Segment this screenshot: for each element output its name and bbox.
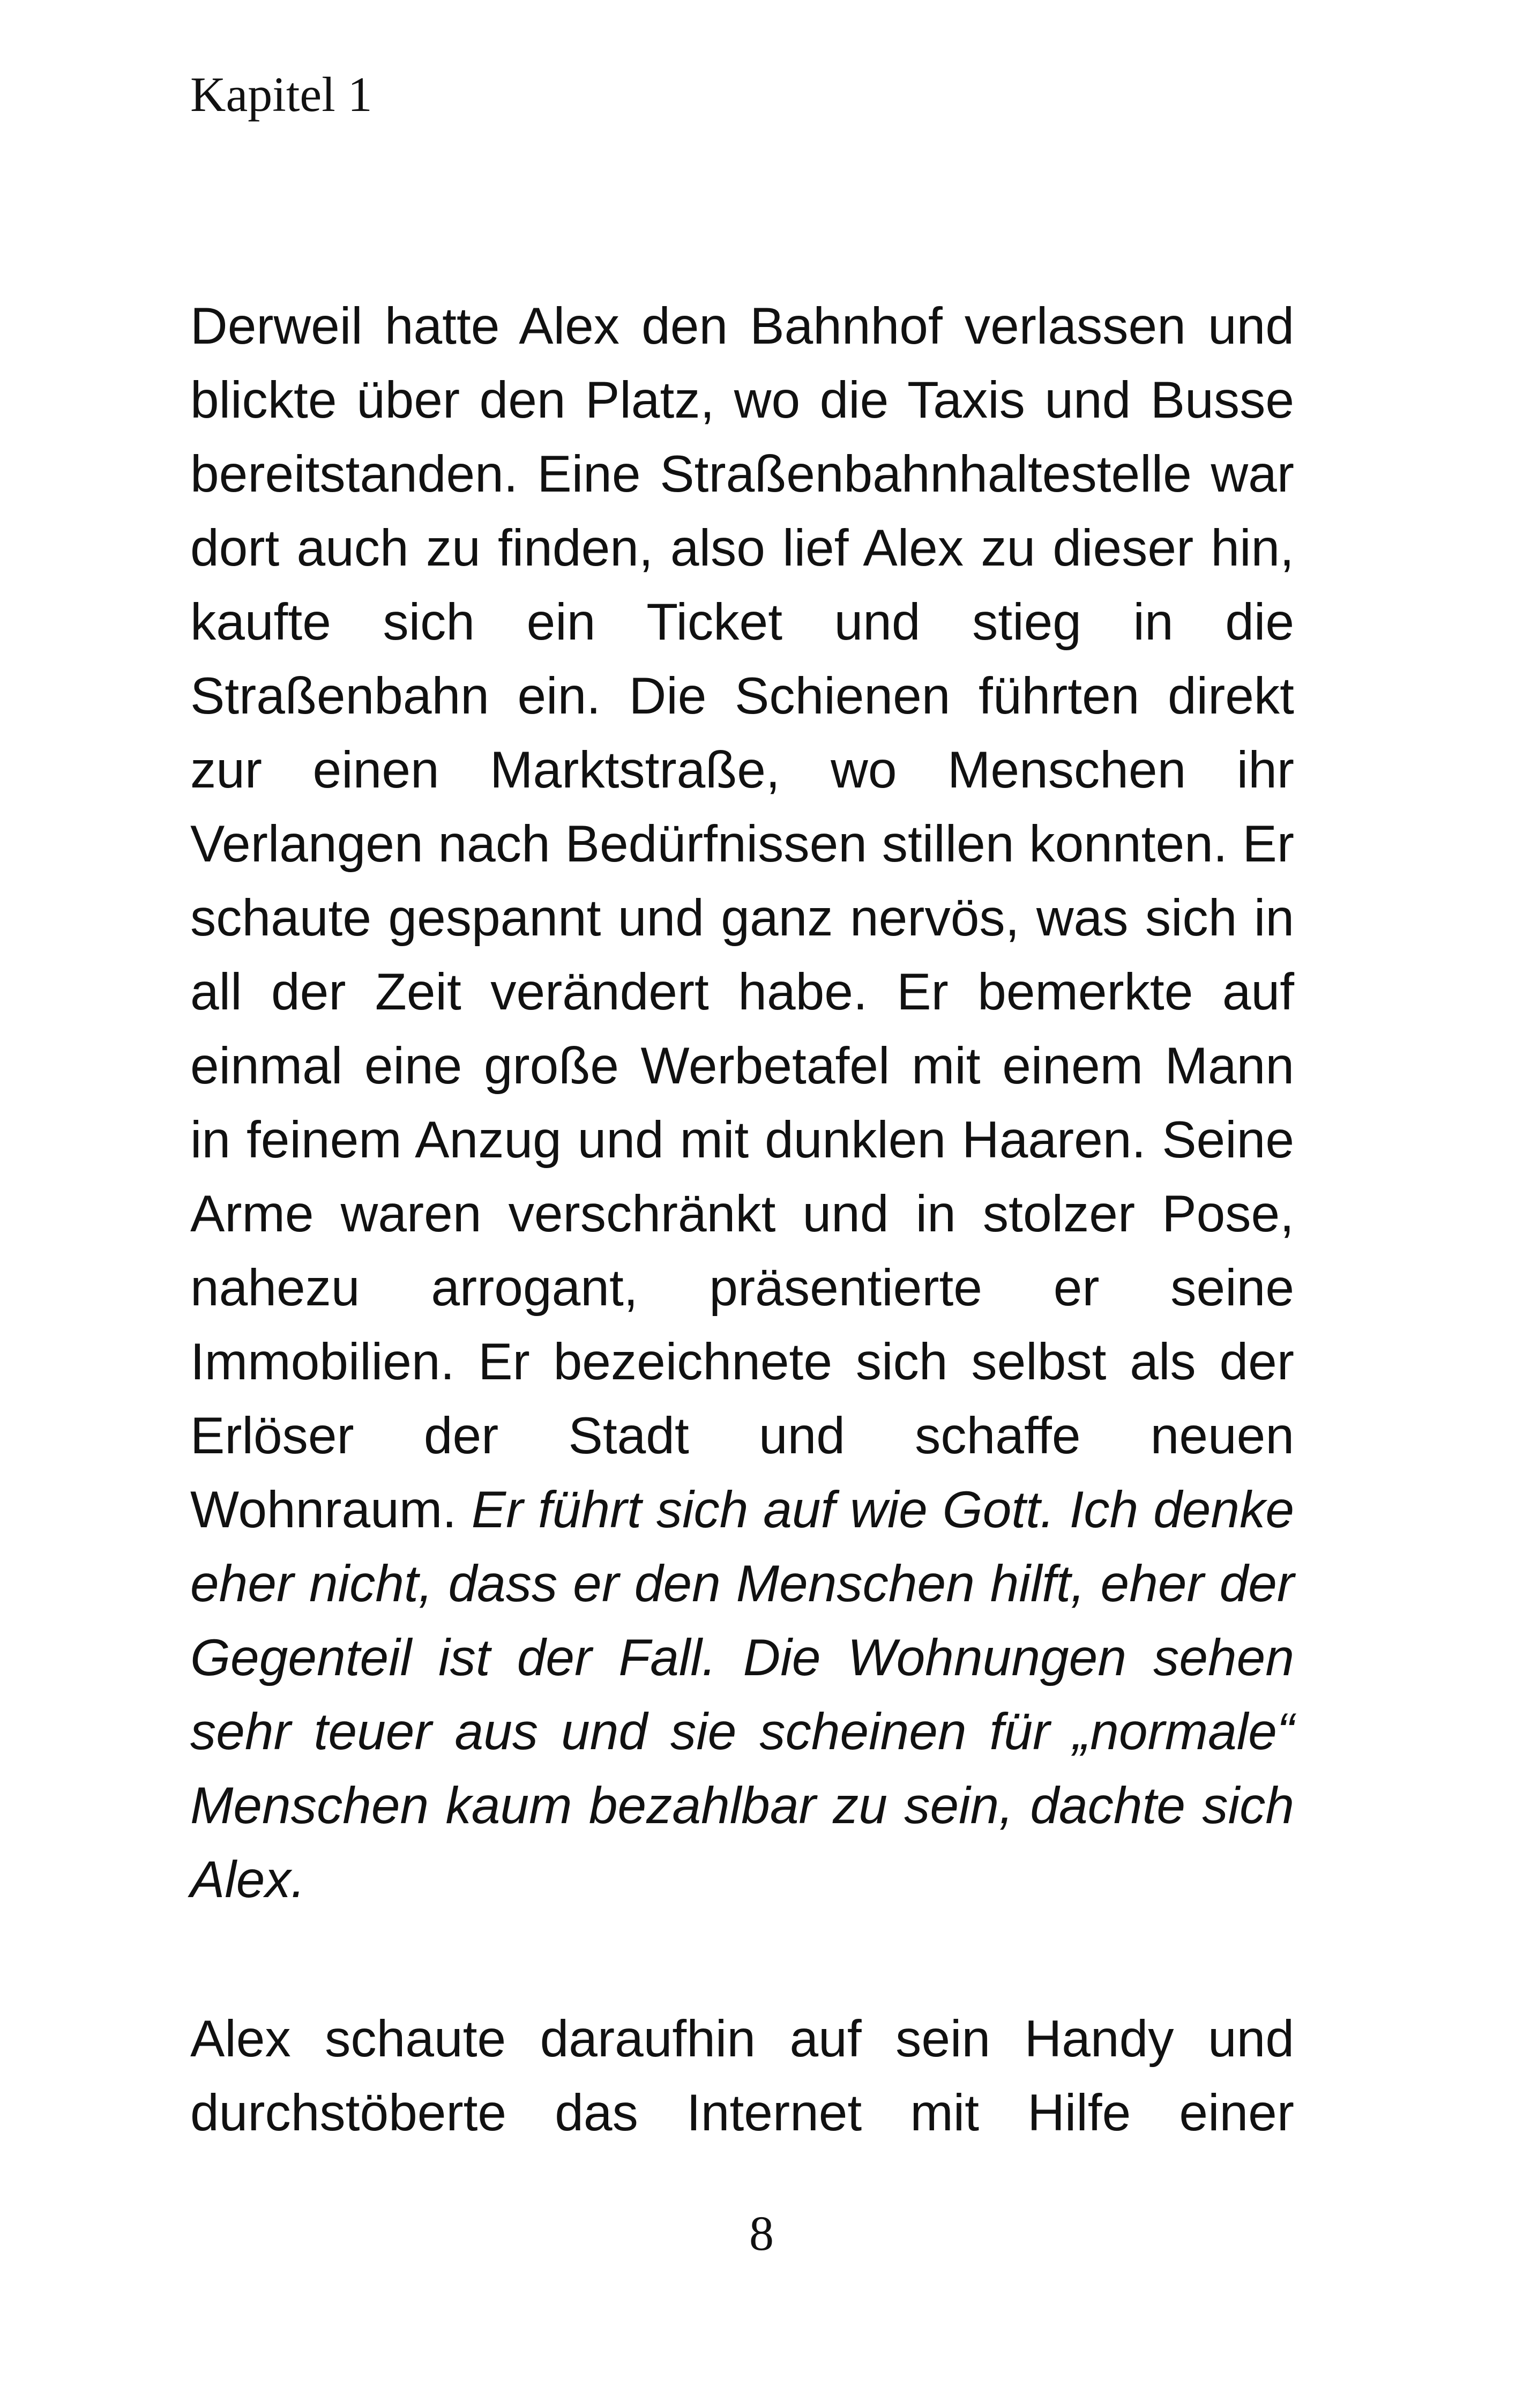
body-paragraph-2 xyxy=(190,2002,1294,2150)
chapter-header: Kapitel 1 xyxy=(190,67,372,122)
inner-thought-text: Er führt sich auf wie Gott. Ich denke eher nicht, dass er den Menschen hilft, eher der Gegenteil ist der Fall. Die Wohnungen sehen sehr teuer aus und sie scheinen für „normale“ Menschen kaum bezahlbar zu sein, dachte sich Alex. xyxy=(190,1481,1294,1908)
narration-text: Derweil hatte Alex den Bahnhof verlassen und blickte über den Platz, wo die Taxis und Busse bereitstanden. Eine Straßenbahnhaltestelle war dort auch zu finden, also lief Alex zu dieser hin, kaufte sich ein Ticket und stieg in die Straßenbahn ein. Die Schienen führten direkt zur einen Marktstraße, wo Menschen ihr Verlangen nach Bedürfnissen stillen konnten. Er schaute gespannt und ganz nervös, was sich in all der Zeit verändert habe. Er bemerkte auf einmal eine große Werbetafel mit einem Mann in feinem Anzug und mit dunklen Haaren. Seine Arme waren verschränkt und in stolzer Pose, nahezu arrogant, präsentierte er seine Immobilien. Er bezeichnete sich selbst als der Erlöser der Stadt und schaffe neuen Wohnraum. xyxy=(190,298,1294,1539)
page-number: 8 xyxy=(749,2206,774,2261)
body-paragraph-1 xyxy=(190,289,1294,1917)
paragraph-text: Alex schaute daraufhin auf sein Handy und durchstöberte das Internet mit Hilfe einer xyxy=(190,2010,1294,2142)
